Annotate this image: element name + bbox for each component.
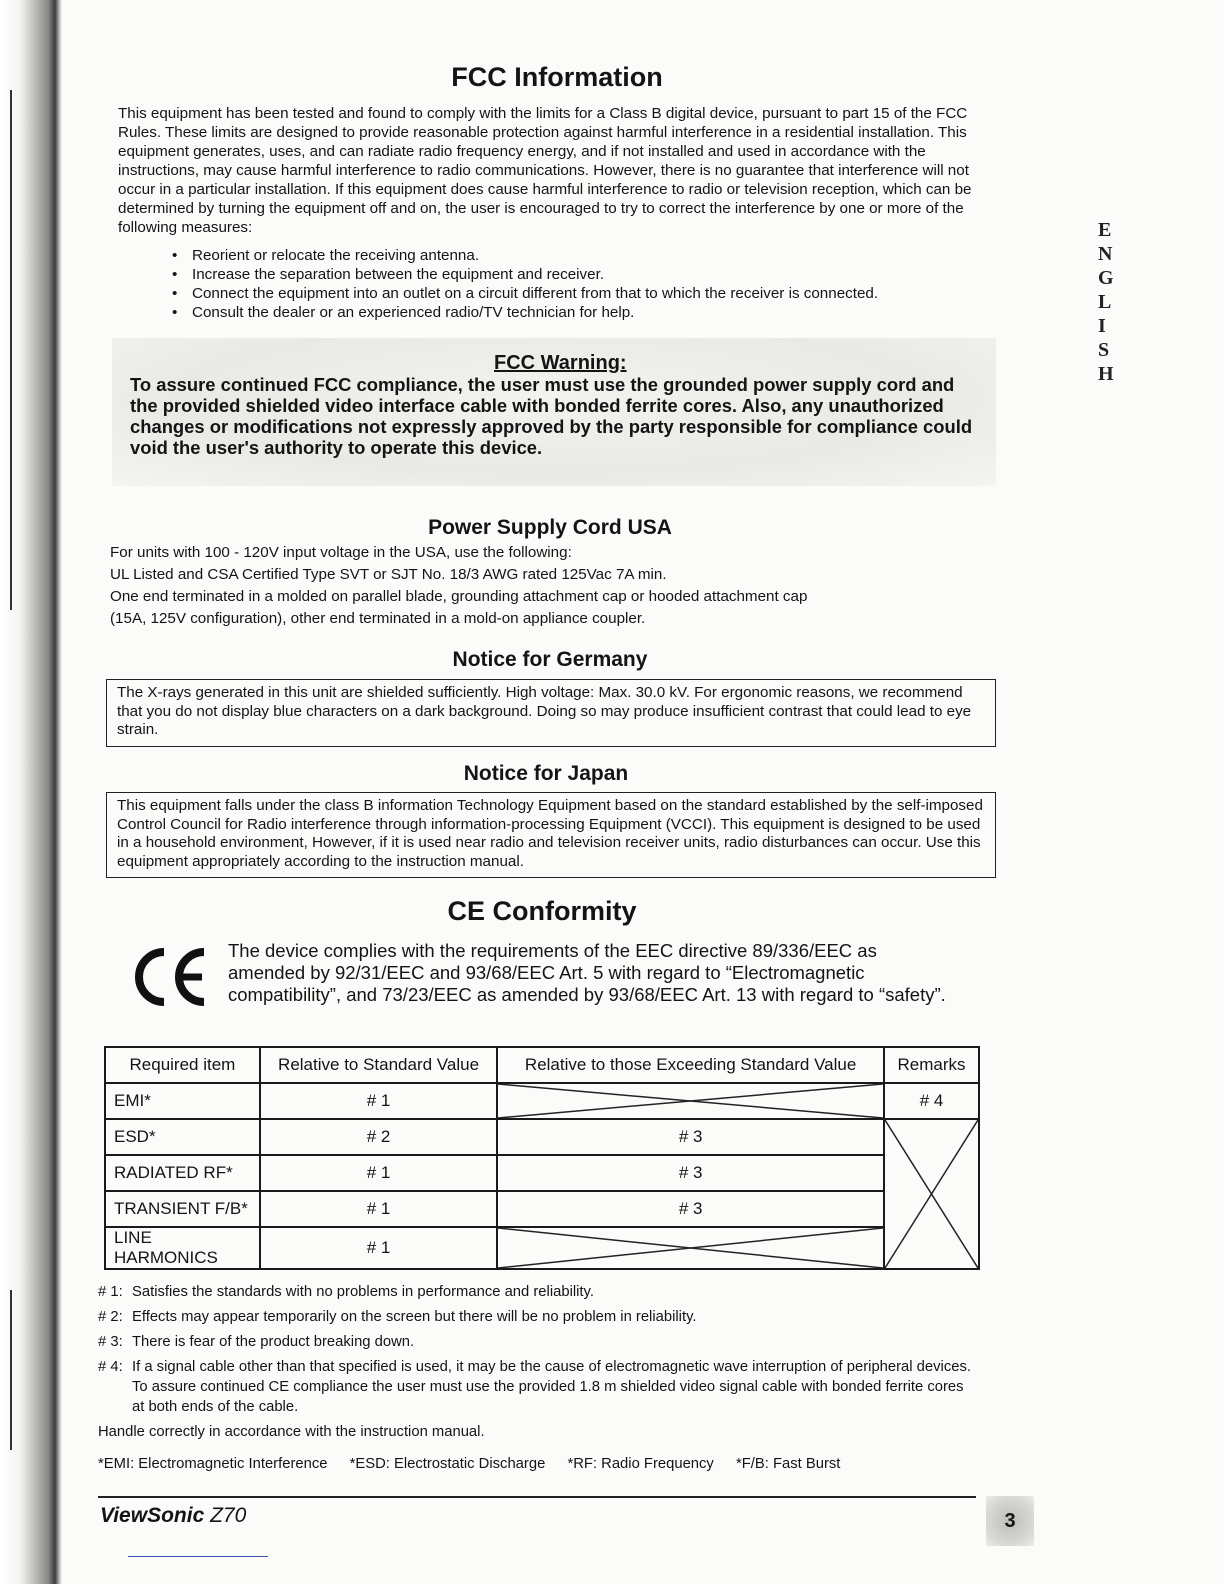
fcc-warning-text: To assure continued FCC compliance, the user must use the grounded power supply cord and the provided shielded video interface cable with bonded ferrite cores. Also, any unauthorized changes or modifications not expressly approved by the party responsible for compliance could void the user's authority to operate this device. (130, 374, 973, 458)
table-header-row (105, 1047, 979, 1083)
ce-text: The device complies with the requirements of the EEC directive 89/336/EEC as amended by 92/31/EEC and 93/68/EEC Art. 5 with regard to “Electromagnetic compatibility”, and 73/23/EEC as amended by 93/68/EEC Art. 13 with regard to “safety”. (228, 940, 946, 1005)
abbreviation: *F/B: Fast Burst (735, 1456, 841, 1472)
table-row (105, 1119, 979, 1155)
fcc-warning-title: FCC Warning: (494, 352, 627, 374)
power-line: (15A, 125V configuration), other end terminated in a mold-on appliance coupler. (110, 610, 646, 627)
list-item: • Consult the dealer or an experienced radio/TV technician for help. (172, 303, 878, 322)
scan-rail-line (10, 90, 12, 610)
side-tab-letters (1098, 218, 1138, 386)
side-letter: H (1098, 363, 1114, 385)
scan-rail-line (10, 1290, 12, 1450)
footnote-text: Effects may appear temporarily on the screen but there will be no problem in reliability. (132, 1309, 697, 1325)
power-line: One end terminated in a molded on parallel blade, grounding attachment cap or hooded attachment cap (110, 588, 808, 605)
footnote-item (98, 1282, 978, 1302)
table-cell: LINE HARMONICS (105, 1227, 260, 1269)
table-cell: # 1 (260, 1191, 497, 1227)
table-header-cell: Relative to those Exceeding Standard Value (497, 1047, 884, 1083)
side-letter: I (1098, 315, 1106, 337)
handle-note: Handle correctly in accordance with the instruction manual. (98, 1424, 485, 1440)
table-header-cell: Relative to Standard Value (260, 1047, 497, 1083)
side-letter: G (1098, 267, 1114, 289)
fcc-body: This equipment has been tested and found to comply with the limits for a Class B digital device, pursuant to part 15 of the FCC Rules. These limits are designed to provide reasonable protection against harmful interference in a residential installation. This equipment generates, uses, and can radiate radio frequency energy, and if not installed and used in accordance with the instructions, may cause harmful interference to radio communications. However, there is no guarantee that interference will not occur in a particular installation. If this equipment does cause harmful interference to radio or television reception, which can be determined by turning the equipment off and on, the user is encouraged to try to correct the interference by one or more of the following measures: (118, 105, 972, 236)
abbreviations-row (98, 1456, 858, 1472)
table-cell: # 4 (884, 1083, 979, 1119)
table-cell: RADIATED RF* (105, 1155, 260, 1191)
table-cell: # 2 (260, 1119, 497, 1155)
germany-notice-box: The X-rays generated in this unit are shielded sufficiently. High voltage: Max. 30.0 kV. For ergonomic reasons, we recommend that you do not display blue characters on a dark background. Doing so may produce insufficient contrast that could lead to eye strain. (106, 679, 996, 747)
table-cell: # 3 (497, 1155, 884, 1191)
table-cell-empty (497, 1083, 884, 1119)
side-letter: N (1098, 243, 1113, 265)
table-header-cell: Remarks (884, 1047, 979, 1083)
brand-name: ViewSonic (100, 1504, 205, 1527)
table-row (105, 1155, 979, 1191)
power-line: For units with 100 - 120V input voltage in the USA, use the following: (110, 544, 572, 561)
table-cell: # 1 (260, 1083, 497, 1119)
table-cell-empty (497, 1227, 884, 1269)
table-cell: # 3 (497, 1119, 884, 1155)
power-line: UL Listed and CSA Certified Type SVT or SJT No. 18/3 AWG rated 125Vac 7A min. (110, 566, 667, 583)
table-cell: TRANSIENT F/B* (105, 1191, 260, 1227)
table-row (105, 1191, 979, 1227)
power-title: Power Supply Cord USA (428, 516, 672, 539)
side-letter: S (1098, 339, 1110, 361)
fcc-measures-list (172, 246, 878, 322)
footnotes (98, 1282, 978, 1450)
scan-underline (128, 1556, 268, 1557)
abbreviation: *RF: Radio Frequency (567, 1456, 714, 1472)
fcc-title: FCC Information (451, 62, 663, 92)
germany-title: Notice for Germany (452, 648, 648, 671)
ce-mark-icon (130, 944, 210, 1010)
footnote-text: Satisfies the standards with no problems in performance and reliability. (132, 1284, 594, 1300)
side-letter: L (1098, 291, 1112, 313)
table-row (105, 1083, 979, 1119)
power-lines (110, 542, 807, 630)
table-cell: # 1 (260, 1227, 497, 1269)
table-cell: # 1 (260, 1155, 497, 1191)
list-item: • Reorient or relocate the receiving antenna. (172, 246, 878, 265)
list-item: • Connect the equipment into an outlet on a circuit different from that to which the receiver is connected. (172, 284, 878, 303)
footnote-mark: # 4: (98, 1359, 123, 1375)
table-cell-empty (884, 1119, 979, 1269)
footnote-text: There is fear of the product breaking down. (132, 1334, 415, 1350)
ce-title: CE Conformity (447, 896, 637, 926)
page-number: 3 (986, 1496, 1034, 1546)
table-cell: EMI* (105, 1083, 260, 1119)
footnote-item (98, 1357, 978, 1417)
japan-notice-box: This equipment falls under the class B information Technology Equipment based on the standard established by the self-imposed Control Council for Radio interference through information-processing Equipment (VCCI). This equipment is designed to be used in a household environment, However, if it is used near radio and television receiver units, radio disturbances can occur. Use this equipment appropriately according to the instruction manual. (106, 792, 996, 878)
abbreviation: *EMI: Electromagnetic Interference (98, 1456, 328, 1472)
footnote-item (98, 1307, 978, 1327)
model-name: Z70 (210, 1504, 247, 1527)
footnote-mark: # 3: (98, 1334, 123, 1350)
abbreviation: *ESD: Electrostatic Discharge (349, 1456, 546, 1472)
footer-rule (98, 1496, 976, 1498)
strike-line-icon (498, 1084, 883, 1118)
strike-line-icon (498, 1228, 883, 1268)
table-row (105, 1227, 979, 1269)
footnote-mark: # 1: (98, 1284, 123, 1300)
side-letter: E (1098, 219, 1112, 241)
footer-brand (100, 1504, 246, 1528)
table-cell: # 3 (497, 1191, 884, 1227)
strike-cross-icon (885, 1120, 978, 1268)
footnote-item (98, 1332, 978, 1352)
table-cell: ESD* (105, 1119, 260, 1155)
footnote-mark: # 2: (98, 1309, 123, 1325)
table-header-cell: Required item (105, 1047, 260, 1083)
japan-title: Notice for Japan (463, 762, 629, 785)
ce-conformity-table (104, 1046, 980, 1270)
footnote-text: If a signal cable other than that specified is used, it may be the cause of electromagnetic wave interruption of peripheral devices. To assure continued CE compliance the user must use the provided 1.8 m shielded video signal cable with bonded ferrite cores at both ends of the cable. (132, 1359, 971, 1415)
list-item: • Increase the separation between the equipment and receiver. (172, 265, 878, 284)
